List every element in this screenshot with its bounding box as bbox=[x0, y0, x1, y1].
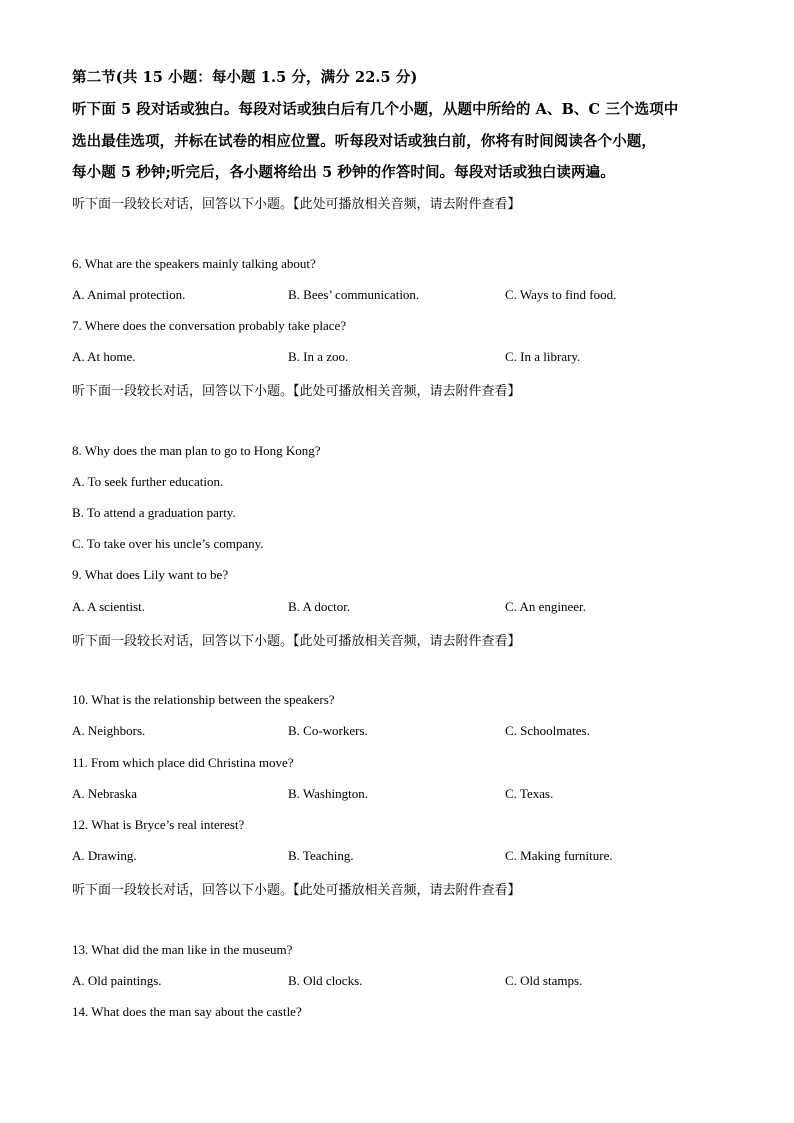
instruction-line-3: 每小题 5 秒钟;听完后，各小题将给出 5 秒钟的作答时间。每段对话或独白读两遍。 bbox=[72, 164, 615, 181]
question-12: 12. What is Bryce’s real interest? bbox=[72, 817, 245, 832]
q6-option-a: A. Animal protection. bbox=[72, 287, 186, 302]
q8-option-c: C. To take over his uncle’s company. bbox=[72, 536, 264, 551]
question-6: 6. What are the speakers mainly talking about? bbox=[72, 256, 316, 271]
q11-option-c: C. Texas. bbox=[505, 786, 554, 801]
question-13: 13. What did the man like in the museum? bbox=[72, 942, 293, 957]
q9-option-a: A. A scientist. bbox=[72, 599, 145, 614]
q6-option-b: B. Bees’ communication. bbox=[288, 287, 420, 302]
audio-note: 听下面一段较长对话，回答以下小题。【此处可播放相关音频，请去附件查看】 bbox=[72, 384, 521, 399]
q6-option-c: C. Ways to find food. bbox=[505, 287, 617, 302]
q7-option-a: A. At home. bbox=[72, 349, 136, 364]
question-8: 8. Why does the man plan to go to Hong Kong? bbox=[72, 443, 321, 458]
q8-option-a: A. To seek further education. bbox=[72, 474, 224, 489]
q11-option-a: A. Nebraska bbox=[72, 786, 137, 801]
instruction-line-1: 听下面 5 段对话或独白。每段对话或独白后有几个小题，从题中所给的 A、B、C 三个选项中 bbox=[72, 101, 679, 118]
q12-option-c: C. Making furniture. bbox=[505, 848, 613, 863]
q10-option-c: C. Schoolmates. bbox=[505, 723, 590, 738]
audio-note: 听下面一段较长对话，回答以下小题。【此处可播放相关音频，请去附件查看】 bbox=[72, 634, 521, 649]
instruction-line-2: 选出最佳选项，并标在试卷的相应位置。听每段对话或独白前，你将有时间阅读各个小题， bbox=[72, 133, 656, 150]
q9-option-b: B. A doctor. bbox=[288, 599, 351, 614]
question-10: 10. What is the relationship between the speakers? bbox=[72, 692, 335, 707]
q13-option-a: A. Old paintings. bbox=[72, 973, 162, 988]
q11-option-b: B. Washington. bbox=[288, 786, 368, 801]
section-title: 第二节(共 15 小题：每小题 1.5 分，满分 22.5 分) bbox=[72, 69, 418, 86]
q8-option-b: B. To attend a graduation party. bbox=[72, 505, 236, 520]
question-9: 9. What does Lily want to be? bbox=[72, 567, 229, 582]
q7-option-c: C. In a library. bbox=[505, 349, 581, 364]
audio-note: 听下面一段较长对话，回答以下小题。【此处可播放相关音频，请去附件查看】 bbox=[72, 883, 521, 898]
question-11: 11. From which place did Christina move? bbox=[72, 755, 294, 770]
q9-option-c: C. An engineer. bbox=[505, 599, 586, 614]
q13-option-c: C. Old stamps. bbox=[505, 973, 583, 988]
q10-option-a: A. Neighbors. bbox=[72, 723, 146, 738]
q10-option-b: B. Co-workers. bbox=[288, 723, 368, 738]
question-14: 14. What does the man say about the castle? bbox=[72, 1004, 302, 1019]
audio-note: 听下面一段较长对话，回答以下小题。【此处可播放相关音频，请去附件查看】 bbox=[72, 197, 521, 212]
q7-option-b: B. In a zoo. bbox=[288, 349, 349, 364]
question-7: 7. Where does the conversation probably take place? bbox=[72, 318, 347, 333]
q12-option-b: B. Teaching. bbox=[288, 848, 354, 863]
q13-option-b: B. Old clocks. bbox=[288, 973, 363, 988]
q12-option-a: A. Drawing. bbox=[72, 848, 137, 863]
